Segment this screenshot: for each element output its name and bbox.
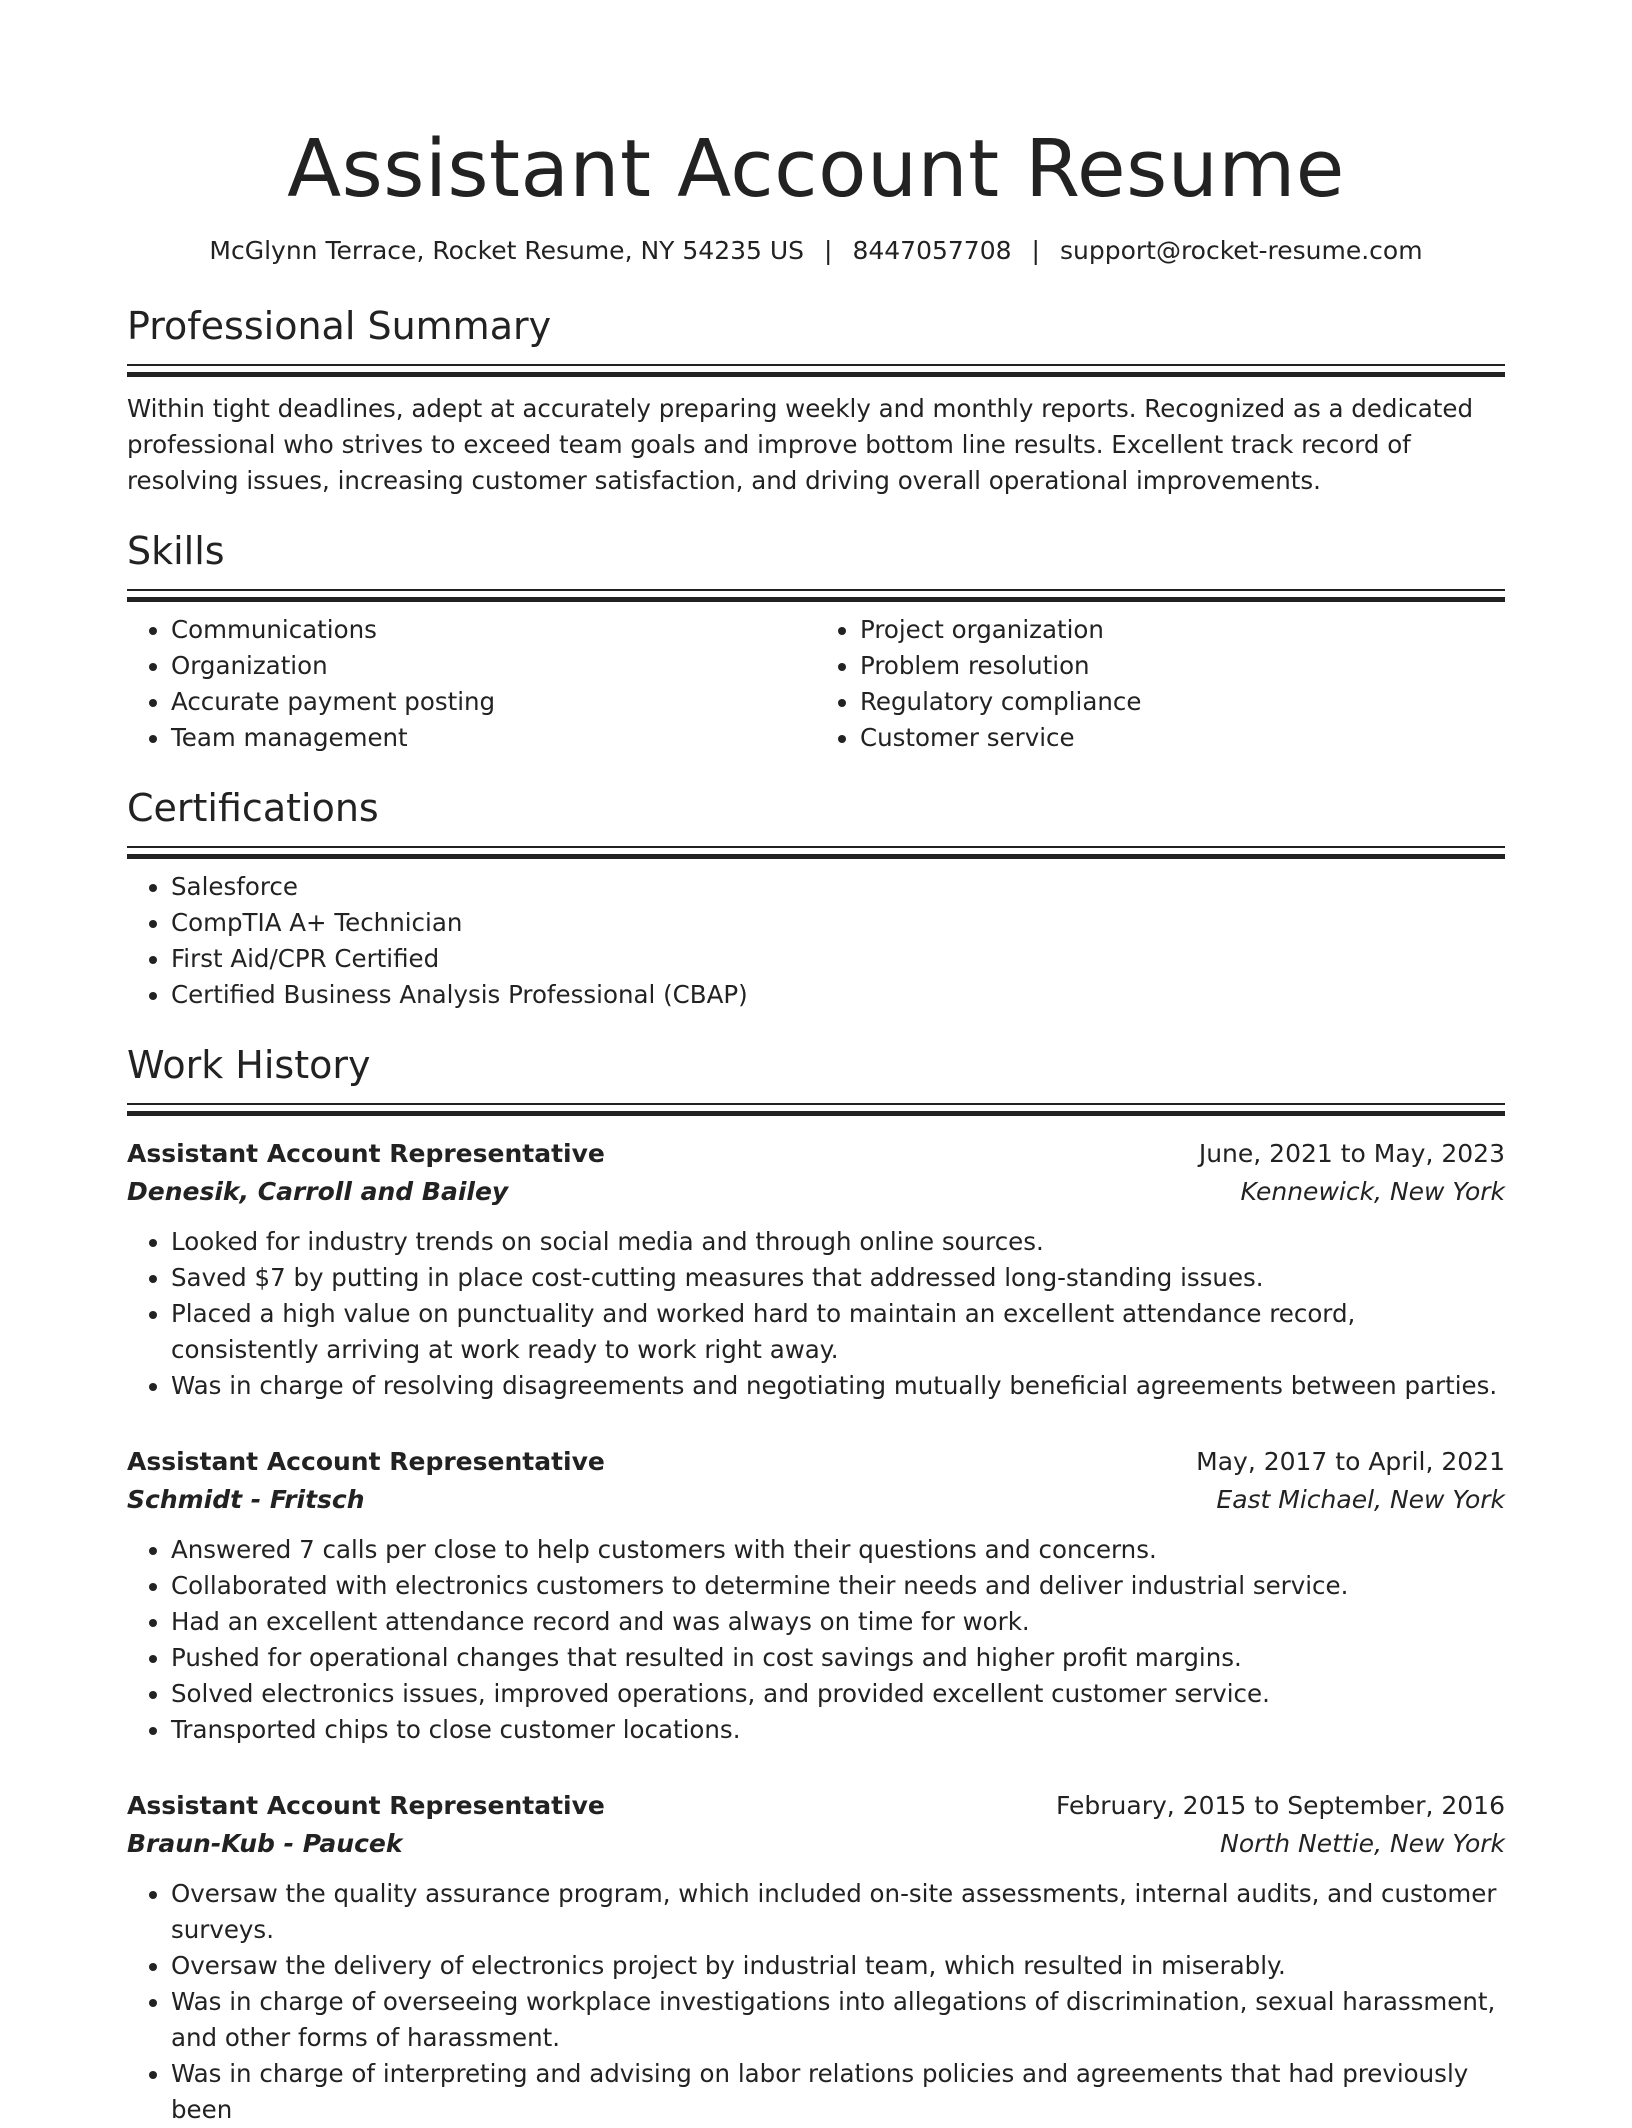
job-entry [127,1444,1505,1748]
job-title: Assistant Account Representative [127,1139,605,1168]
job-bullet: • Was in charge of resolving disagreements and negotiating mutually beneficial agreements between parties. [171,1368,1505,1404]
skills-columns [127,612,1505,756]
job-company: Braun-Kub - Paucek [127,1829,403,1858]
skill-item: • Accurate payment posting [171,684,816,720]
work-history-section [127,1041,1505,2128]
certifications-list [127,869,1505,1013]
job-bullet: • Transported chips to close customer locations. [171,1712,1505,1748]
job-bullet: • Answered 7 calls per close to help customers with their questions and concerns. [171,1532,1505,1568]
certifications-section [127,784,1505,1013]
job-dates: February, 2015 to September, 2016 [1056,1791,1505,1820]
job-header [127,1444,1505,1480]
section-divider [127,589,1505,602]
job-bullets [127,1224,1505,1404]
contact-address: McGlynn Terrace, Rocket Resume, NY 54235 US [209,236,805,265]
section-divider [127,1103,1505,1116]
job-company: Schmidt - Fritsch [127,1485,365,1514]
job-bullet: • Collaborated with electronics customers to determine their needs and deliver industrial service. [171,1568,1505,1604]
job-bullet: • Had an excellent attendance record and was always on time for work. [171,1604,1505,1640]
job-bullet: • Solved electronics issues, improved operations, and provided excellent customer service. [171,1676,1505,1712]
job-header [127,1788,1505,1824]
job-bullet: • Pushed for operational changes that resulted in cost savings and higher profit margins. [171,1640,1505,1676]
job-dates: May, 2017 to April, 2021 [1196,1447,1505,1476]
contact-separator: | [824,236,833,265]
job-subheader [127,1174,1505,1210]
page-title: Assistant Account Resume [287,123,1345,215]
job-bullet: • Placed a high value on punctuality and worked hard to maintain an excellent attendance record, consistently arriving at work ready to work right away. [171,1296,1505,1368]
job-title: Assistant Account Representative [127,1791,605,1820]
certifications-heading: Certifications [127,786,379,830]
job-entry [127,1136,1505,1404]
job-location: North Nettie, New York [1220,1829,1505,1858]
job-subheader [127,1826,1505,1862]
job-dates: June, 2021 to May, 2023 [1198,1139,1505,1168]
job-subheader [127,1482,1505,1518]
summary-text: Within tight deadlines, adept at accurately preparing weekly and monthly reports. Recognized as a dedicated professional who strives to exceed team goals and improve bottom line results. Excellent track record of resolving issues, increasing customer satisfaction, and driving overall operational improvements. [127,394,1473,495]
certification-item: • First Aid/CPR Certified [171,941,1505,977]
skills-list-right [816,612,1505,756]
job-bullet: • Saved $7 by putting in place cost-cutting measures that addressed long-standing issues. [171,1260,1505,1296]
job-company: Denesik, Carroll and Bailey [127,1177,509,1206]
section-divider [127,364,1505,377]
skill-item: • Communications [171,612,816,648]
certification-item: • CompTIA A+ Technician [171,905,1505,941]
skills-heading: Skills [127,529,225,573]
skill-item: • Problem resolution [860,648,1505,684]
contact-phone: 8447057708 [852,236,1012,265]
job-bullets [127,1532,1505,1748]
skill-item: • Organization [171,648,816,684]
section-divider [127,846,1505,859]
summary-heading: Professional Summary [127,304,552,348]
job-header [127,1136,1505,1172]
work-history-heading: Work History [127,1043,371,1087]
skills-section [127,527,1505,756]
job-bullet: • Oversaw the delivery of electronics project by industrial team, which resulted in miserably. [171,1948,1505,1984]
job-bullet: • Was in charge of interpreting and advising on labor relations policies and agreements that had previously been [171,2056,1505,2128]
skills-list-left [127,612,816,756]
job-bullet: • Oversaw the quality assurance program, which included on-site assessments, internal audits, and customer surveys. [171,1876,1505,1948]
contact-email: support@rocket-resume.com [1059,236,1423,265]
contact-separator: | [1031,236,1040,265]
skill-item: • Project organization [860,612,1505,648]
job-bullet: • Was in charge of overseeing workplace investigations into allegations of discrimination, sexual harassment, and other forms of harassment. [171,1984,1505,2056]
certification-item: • Certified Business Analysis Professional (CBAP) [171,977,1505,1013]
skill-item: • Team management [171,720,816,756]
job-title: Assistant Account Representative [127,1447,605,1476]
summary-section [127,302,1505,499]
job-bullets [127,1876,1505,2128]
job-location: Kennewick, New York [1240,1177,1505,1206]
job-location: East Michael, New York [1216,1485,1505,1514]
job-entry [127,1788,1505,2128]
job-bullet: • Looked for industry trends on social media and through online sources. [171,1224,1505,1260]
certification-item: • Salesforce [171,869,1505,905]
skill-item: • Regulatory compliance [860,684,1505,720]
skill-item: • Customer service [860,720,1505,756]
contact-line [127,234,1505,268]
